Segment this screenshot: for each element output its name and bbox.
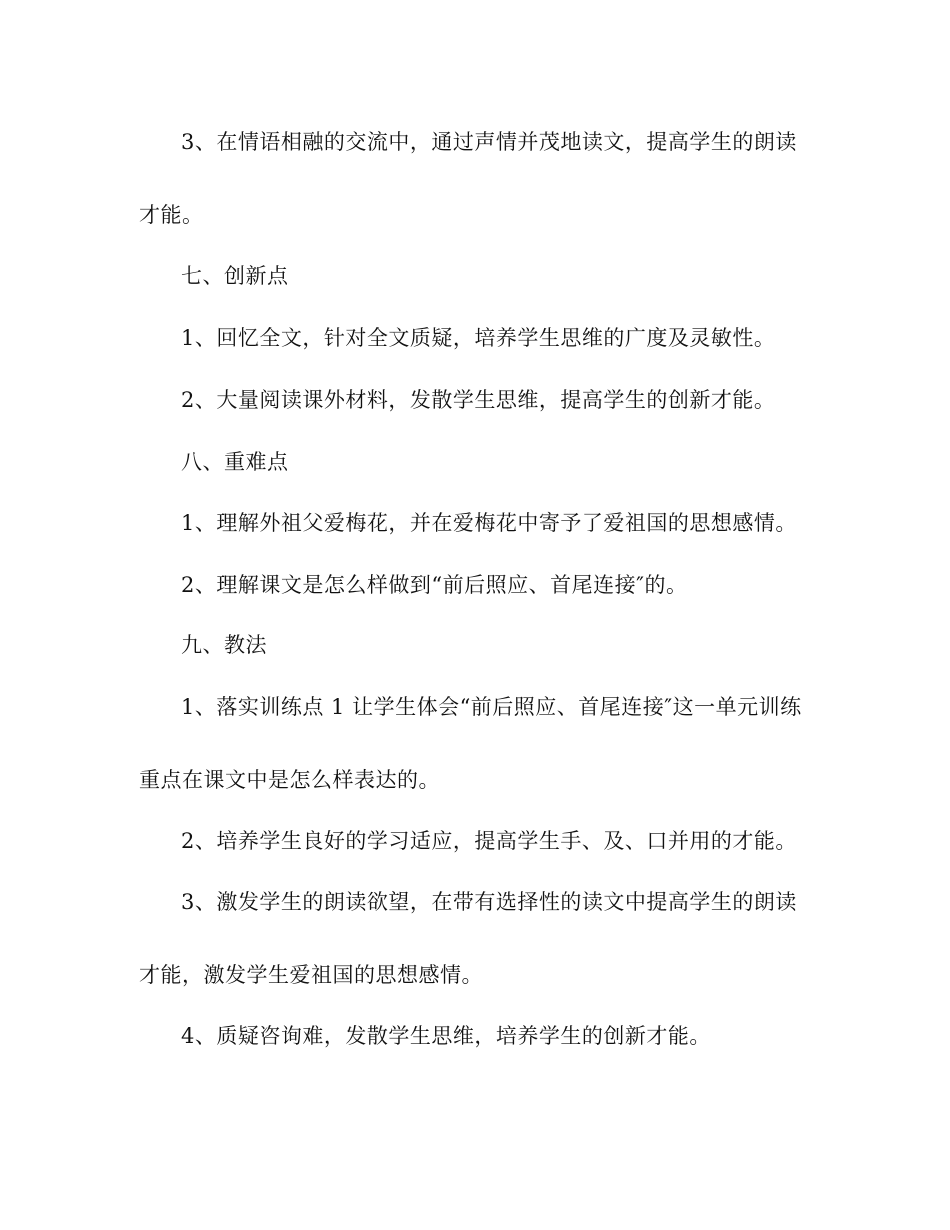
paragraph-line: 3、激发学生的朗读欲望，在带有选择性的读文中提高学生的朗读 [181,890,797,914]
paragraph-line: 2、培养学生良好的学习适应，提高学生手、及、口并用的才能。 [181,829,797,853]
section-heading: 七、创新点 [181,264,289,288]
paragraph-line: 2、大量阅读课外材料，发散学生思维，提高学生的创新才能。 [181,388,776,412]
paragraph-line: 1、理解外祖父爱梅花，并在爱梅花中寄予了爱祖国的思想感情。 [181,511,797,535]
section-heading: 八、重难点 [181,450,289,474]
paragraph-line: 4、质疑咨询难，发散学生思维，培养学生的创新才能。 [181,1024,711,1048]
paragraph-line: 2、理解课文是怎么样做到“前后照应、首尾连接″的。 [181,573,688,597]
paragraph-line: 才能。 [139,203,204,227]
paragraph-line: 1、落实训练点 1 让学生体会“前后照应、首尾连接″这一单元训练 [181,695,802,719]
paragraph-line: 1、回忆全文，针对全文质疑，培养学生思维的广度及灵敏性。 [181,326,776,350]
paragraph-line: 3、在情语相融的交流中，通过声情并茂地读文，提高学生的朗读 [181,130,797,154]
section-heading: 九、教法 [181,633,267,657]
paragraph-line: 重点在课文中是怎么样表达的。 [139,768,440,792]
paragraph-line: 才能，激发学生爱祖国的思想感情。 [139,963,483,987]
